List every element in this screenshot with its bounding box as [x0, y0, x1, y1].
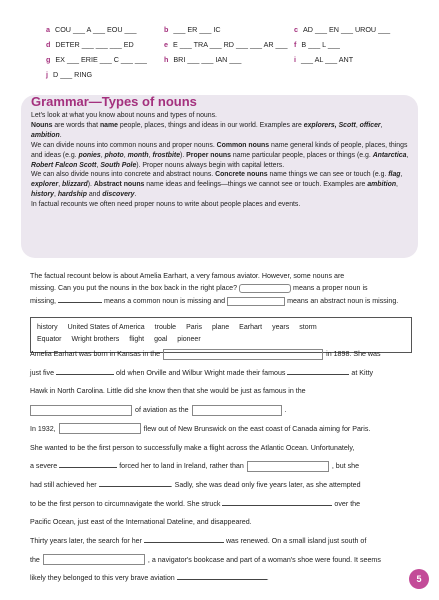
word: United States of America — [67, 324, 145, 331]
answer-line[interactable] — [222, 497, 332, 506]
answer-box[interactable] — [59, 423, 141, 434]
word: history — [37, 324, 58, 331]
answer-box[interactable] — [43, 554, 145, 565]
page-number: 5 — [409, 569, 429, 589]
anagram-item: g EX ___ ERIE ___ C ___ ___ — [46, 55, 147, 64]
answer-line[interactable] — [99, 478, 171, 487]
abstract-noun-key-box — [227, 297, 285, 306]
anagram-item: j D ___ RING — [46, 70, 93, 79]
proper-noun-key-box — [239, 284, 291, 293]
anagram-item: f B ___ L ___ — [294, 40, 340, 49]
word: plane — [212, 324, 230, 331]
word: pioneer — [177, 336, 201, 343]
word: goal — [154, 336, 168, 343]
answer-line[interactable] — [56, 366, 114, 375]
word: Equator — [37, 336, 62, 343]
anagram-item: b ___ ER ___ IC — [164, 25, 221, 34]
answer-box[interactable] — [30, 405, 132, 416]
anagram-item: e E ___ TRA ___ RD ___ ___ AR ___ — [164, 40, 288, 49]
recount-text: Amelia Earhart was born in Kansas in the in 1898. She was just five old when Orville and Wilbur Wright made their famous at Kitty Hawk in North Carolina. Little did she know then that she would be just as famous in the of aviation as the . In 1932, flew out of New Brunswick on the east coast of Canada aiming for Paris. She wanted to be the first person to successfully make a flight across the Atlantic Ocean. Unfortunately, a severe forced her to land in Ireland, rather than , but she had still achieved her . Sadly, she was dead only five years later, as she attempted to be the first person to circumnavigate the world. She struck over the Pacific Ocean, just east of the International Dateline, and disappeared. Thirty years later, the search for her was renewed. On a small island just south of the , a navigator's bookcase and part of a woman's shoe were found. It seems likely they belonged to this very brave aviation . — [30, 350, 381, 583]
answer-line[interactable] — [59, 459, 117, 468]
word: Wright brothers — [71, 336, 120, 343]
word: storm — [299, 324, 317, 331]
word: Paris — [186, 324, 203, 331]
answer-line[interactable] — [177, 571, 267, 580]
word: years — [272, 324, 290, 331]
answer-box[interactable] — [163, 349, 323, 360]
answer-box[interactable] — [247, 461, 329, 472]
grammar-body: Let's look at what you know about nouns and types of nouns. Nouns are words that name people, places, things and ideas in our world. Examples are explorers, Scott, officer, ambition. We can divide nouns into common nouns and proper nouns. Common nouns name general kinds of people, places, things and ideas (e.g. ponies, photo, month, frostbite). Proper nouns name particular people, places or things (e.g. Antarctica, Robert Falcon Scott, South Pole). Proper nouns always begin with capital letters. We can also divide nouns into concrete and abstract nouns. Concrete nouns name things we can see or touch (e.g. flag, explorer, blizzard). Abstract nouns name ideas and feelings—things we cannot see or touch. Examples are ambition, history, hardship and discovery. In factual recounts we often need proper nouns to write about people places and events. — [31, 112, 409, 209]
anagram-item: a COU ___ A ___ EOU ___ — [46, 25, 137, 34]
answer-line[interactable] — [144, 534, 224, 543]
common-noun-key-line — [58, 294, 102, 303]
anagram-item: i ___ AL ___ ANT — [294, 55, 354, 64]
anagram-item: c AD ___ EN ___ UROU ___ — [294, 25, 391, 34]
anagram-item: h BRI ___ ___ IAN ___ — [164, 55, 242, 64]
anagram-item: d DETER ___ ___ ___ ED — [46, 40, 134, 49]
recount-instructions: The factual recount below is about Amelia Earhart, a very famous aviator. However, some nouns are missing. Can you put the nouns in the box back in the right place? means a proper noun is missing, means a common noun is missing and means an abstract noun is missing. — [30, 272, 399, 306]
grammar-title: Grammar—Types of nouns — [31, 94, 197, 109]
answer-line[interactable] — [287, 366, 349, 375]
answer-box[interactable] — [192, 405, 282, 416]
word: Earhart — [239, 324, 263, 331]
word: trouble — [154, 324, 177, 331]
word: flight — [129, 336, 145, 343]
